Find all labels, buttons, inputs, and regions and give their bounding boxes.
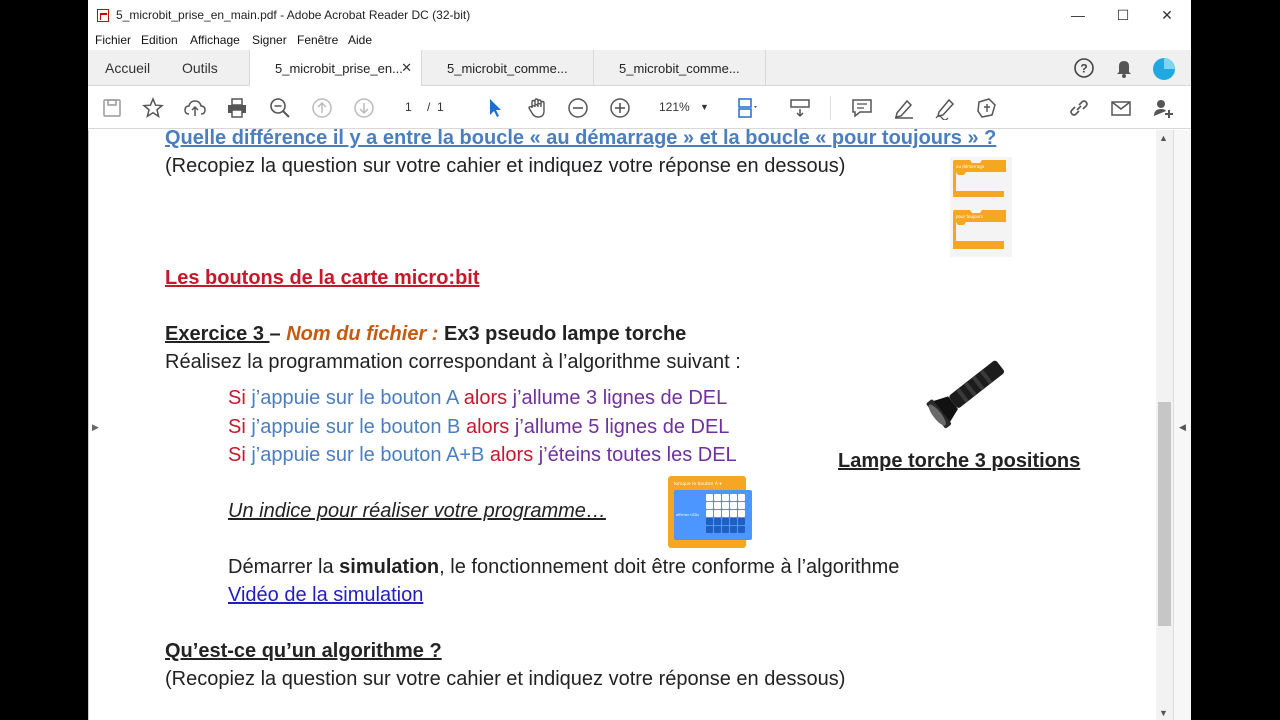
zoom-level-dropdown[interactable] [650, 97, 720, 118]
tab-document-3[interactable] [594, 50, 766, 86]
exercise-intro: Réalisez la programmation correspondant à l’algorithme suivant : [165, 351, 741, 373]
algo-condition: j’appuie sur le bouton A [245, 387, 464, 409]
video-simulation-link[interactable]: Vidéo de la simulation [228, 584, 424, 606]
svg-text:afficher LEDs: afficher LEDs [676, 513, 700, 517]
menu-affichage[interactable]: Affichage [190, 33, 240, 47]
menu-fichier[interactable]: Fichier [95, 33, 132, 47]
hand-tool-icon[interactable] [525, 96, 549, 120]
expand-left-pane-icon[interactable]: ▶ [92, 422, 99, 432]
tab-document-1[interactable] [249, 50, 422, 86]
question-1-hint: (Recopiez la question sur votre cahier et indiquez votre réponse en dessous) [165, 155, 846, 177]
acrobat-window [88, 0, 1191, 720]
simulation-bold: simulation [339, 556, 440, 578]
scrollbar-thumb[interactable] [1158, 402, 1171, 626]
algorithm-line-2 [228, 416, 729, 439]
next-page-icon[interactable] [352, 96, 376, 120]
simulation-text-end: , le fonctionnement doit être conforme à l’algorithme [439, 556, 900, 578]
previous-page-icon[interactable] [310, 96, 334, 120]
exercise-3-line [165, 323, 686, 346]
page-number-field[interactable] [388, 97, 450, 118]
notifications-bell-icon[interactable] [1113, 57, 1135, 79]
chevron-down-icon: ▼ [700, 102, 709, 112]
algo-si: Si [228, 416, 246, 438]
menu-signer[interactable]: Signer [252, 33, 287, 47]
tab-document-3-label: 5_microbit_comme... [619, 61, 740, 76]
scroll-up-icon[interactable]: ▲ [1159, 133, 1168, 143]
algo-condition: j’appuie sur le bouton B [245, 416, 466, 438]
help-icon[interactable] [1073, 57, 1095, 79]
question-2-hint: (Recopiez la question sur votre cahier et indiquez votre réponse en dessous) [165, 668, 846, 690]
scroll-mode-icon[interactable] [788, 96, 812, 120]
algo-alors: alors [463, 387, 508, 409]
tab-outils[interactable]: Outils [182, 60, 218, 76]
algo-action: j’allume 3 lignes de DEL [507, 387, 728, 409]
tab-document-2[interactable] [422, 50, 594, 86]
svg-text:pour toujours: pour toujours [956, 214, 983, 219]
tab-document-2-label: 5_microbit_comme... [447, 61, 568, 76]
algorithm-line-1 [228, 387, 727, 410]
page-current[interactable]: 1 [405, 100, 412, 114]
algo-action: j’allume 5 lignes de DEL [509, 416, 730, 438]
svg-text:lorsque le bouton A ▾: lorsque le bouton A ▾ [674, 482, 722, 487]
exercise-dash: – [269, 323, 287, 345]
close-tab-icon[interactable]: ✕ [401, 60, 412, 75]
zoom-search-icon[interactable] [268, 96, 292, 120]
account-avatar[interactable] [1152, 57, 1174, 79]
acrobat-app-icon [97, 9, 109, 22]
zoom-level-value: 121% [659, 100, 690, 114]
algo-alors: alors [489, 444, 534, 466]
comment-icon[interactable] [850, 96, 874, 120]
simulation-instruction [228, 556, 899, 579]
close-window-button[interactable]: ✕ [1161, 7, 1173, 23]
file-name-label: Nom du fichier : [286, 323, 439, 345]
save-icon[interactable] [100, 96, 124, 120]
window-title: 5_microbit_prise_en_main.pdf - Adobe Acrobat Reader DC (32-bit) [116, 8, 471, 22]
menu-bar [88, 30, 1191, 50]
menu-aide[interactable]: Aide [348, 33, 373, 47]
page-separator: / [427, 100, 431, 114]
menu-fenetre[interactable]: Fenêtre [297, 33, 339, 47]
svg-text:?: ? [1080, 61, 1088, 76]
makecode-loop-blocks-image [950, 157, 1012, 257]
exercise-label: Exercice 3 [165, 323, 270, 345]
right-pane-collapsed [1173, 130, 1191, 720]
highlight-pen-icon[interactable] [892, 96, 916, 120]
tab-bar [88, 50, 1191, 86]
minimize-button[interactable]: — [1071, 7, 1085, 23]
expand-right-pane-icon[interactable]: ◀ [1179, 422, 1186, 432]
toolbar [88, 86, 1191, 129]
algo-action: j’éteins toutes les DEL [533, 444, 737, 466]
hint-text: Un indice pour réaliser votre programme… [228, 500, 606, 522]
flashlight-image [920, 342, 1020, 440]
print-icon[interactable] [225, 96, 249, 120]
menu-edition[interactable]: Edition [141, 33, 178, 47]
bookmark-star-icon[interactable] [141, 96, 165, 120]
sign-pen-icon[interactable] [933, 96, 957, 120]
upload-cloud-icon[interactable] [183, 96, 207, 120]
share-link-icon[interactable] [1067, 96, 1091, 120]
maximize-button[interactable]: ☐ [1116, 7, 1130, 23]
algo-si: Si [228, 444, 246, 466]
zoom-out-icon[interactable] [566, 96, 590, 120]
file-name-value: Ex3 pseudo lampe torche [438, 323, 687, 345]
title-bar [88, 0, 1191, 30]
section-heading-boutons: Les boutons de la carte micro:bit [165, 267, 480, 289]
select-cursor-icon[interactable] [483, 96, 507, 120]
scroll-down-icon[interactable]: ▼ [1159, 708, 1168, 718]
simulation-text-start: Démarrer la [228, 556, 340, 578]
email-icon[interactable] [1109, 96, 1133, 120]
page-display-icon[interactable] [735, 96, 759, 120]
add-user-icon[interactable] [1151, 96, 1175, 120]
algo-alors: alors [465, 416, 510, 438]
tab-accueil[interactable]: Accueil [105, 60, 151, 76]
flashlight-caption: Lampe torche 3 positions [838, 450, 1081, 472]
page-total: 1 [437, 100, 444, 114]
tab-document-1-label: 5_microbit_prise_en... [275, 61, 403, 76]
algo-si: Si [228, 387, 246, 409]
question-1-heading: Quelle différence il y a entre la boucle « au démarrage » et la boucle « pour toujours » ? [165, 127, 997, 149]
question-2-heading: Qu’est-ce qu’un algorithme ? [165, 640, 442, 662]
algo-condition: j’appuie sur le bouton A+B [245, 444, 490, 466]
makecode-led-block-image [668, 476, 754, 548]
svg-text:au démarrage: au démarrage [956, 164, 985, 169]
algorithm-line-3 [228, 444, 737, 467]
zoom-in-icon[interactable] [608, 96, 632, 120]
toolbar-divider [830, 96, 831, 120]
vertical-scrollbar[interactable] [1156, 130, 1173, 720]
edit-pdf-icon[interactable] [975, 96, 999, 120]
